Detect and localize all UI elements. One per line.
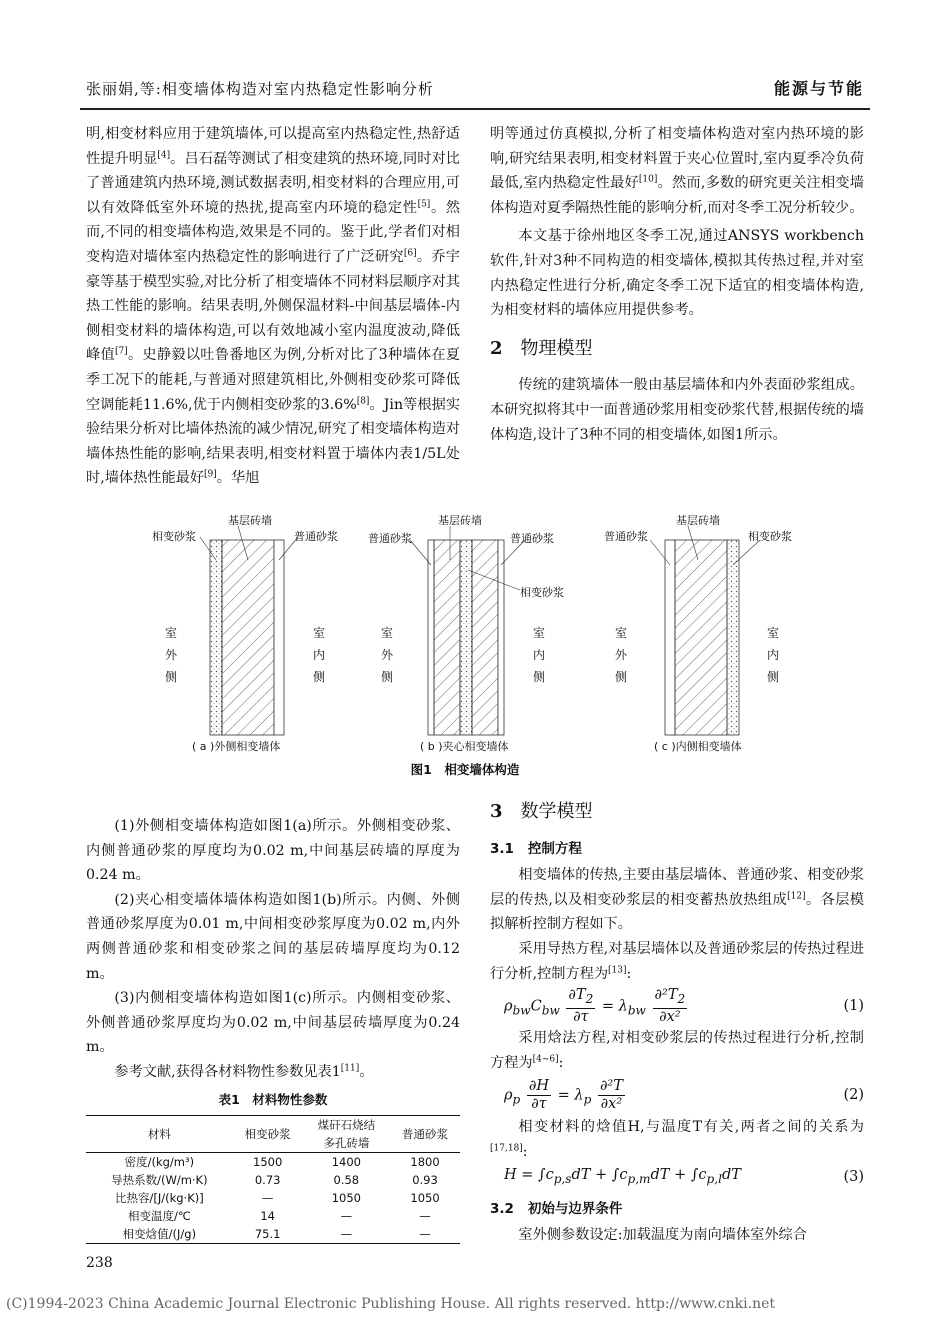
label-mortar: 普通砂浆 [604,530,648,543]
outside-side-label: 室 外 侧 [164,626,177,684]
brick-layer [472,540,498,735]
journal-name: 能源与节能 [773,79,864,98]
label-mortar: 普通砂浆 [294,530,338,543]
paragraph: 相变墙体的传热,主要由基层墙体、普通砂浆、相变砂浆层的传热,以及相变砂浆层的相变蓄热放热组成[12]。各层模拟解析控制方程如下。 [490,867,864,933]
figure-caption: 图1 相变墙体构造 [410,762,520,777]
brick-layer [434,540,460,735]
label-brick: 基层砖墙 [676,514,720,527]
left-column-bottom [86,814,460,1244]
equation-3: $H = \int c_{p,s}dT + \int c_{p,m}dT + \int c_{p,l}dT$ (3) [504,1167,864,1187]
inside-side-label: 室 内 侧 [312,626,325,684]
right-column-top [490,122,864,447]
table-header: 普通砂浆 [402,1127,449,1142]
header-rule [80,108,870,110]
label-mortar: 普通砂浆 [368,532,412,545]
table-row: 相变温度/℃ 14 — — [127,1209,431,1224]
paragraph: 采用导热方程,对基层墙体以及普通砂浆层的传热过程进行分析,控制方程为[13]: [490,940,864,982]
table-row: 比热容/[J/(kg·K)] — 1050 1050 [114,1191,440,1206]
material-properties-table [86,1115,460,1244]
right-column-bottom [490,800,864,1248]
equation-1: $\rho_{bw}C_{bw}$ $\frac{\partial T_2}{\partial\tau}$ = $\lambda_{bw}$ $\frac{\partial^2T_2}{\text{∂x²}}$ (1) [504,986,864,1025]
label-brick: 基层砖墙 [228,514,272,527]
table-header: 煤矸石烧结 多孔砖墙 [317,1118,376,1151]
table-row: 导热系数/(W/m·K) 0.73 0.58 0.93 [111,1173,438,1188]
wall-b [410,526,525,735]
inside-side-label: 室 内 侧 [766,626,779,684]
subsection-heading: 3.2 初始与边界条件 [490,1200,623,1217]
pcm-mortar-layer [210,540,222,735]
mortar-layer [274,540,284,735]
table-row: 相变焓值/(J/g) 75.1 — — [86,1225,460,1244]
wall-a [200,526,298,735]
mortar-layer [498,540,504,735]
page-number: 238 [86,1255,113,1271]
subcaption-c: ( c )内侧相变墙体 [654,740,742,753]
subsection-heading: 3.1 控制方程 [490,840,582,857]
mortar-layer [428,540,434,735]
paragraph: 传统的建筑墙体一般由基层墙体和内外表面砂浆组成。本研究拟将其中一面普通砂浆用相变砂浆代替,根据传统的墙体构造,设计了3种不同的相变墙体,如图1所示。 [490,377,864,443]
equation-2: $\rho_p$ $\frac{\partial H}{\partial\tau}$ = $\lambda_p$ $\frac{\text{∂²T}}{\text{∂x²}}$ (2) [504,1077,864,1112]
subcaption-a: ( a )外侧相变墙体 [192,740,281,753]
figure-1 [80,510,870,790]
running-header-left: 张丽娟,等:相变墙体构造对室内热稳定性影响分析 [86,80,434,98]
pcm-mortar-layer [727,540,739,735]
paragraph: (3)内侧相变墙体构造如图1(c)所示。内侧相变砂浆、外侧普通砂浆厚度均为0.02 m,中间基层砖墙厚度为0.24 m。 [86,990,460,1056]
table-header: 相变砂浆 [244,1127,291,1142]
paragraph: 参考文献,获得各材料物性参数见表1[11]。 [114,1063,374,1080]
paragraph: (2)夹心相变墙体墙体构造如图1(b)所示。内侧、外侧普通砂浆厚度为0.01 m,中间相变砂浆厚度为0.02 m,内外两侧普通砂浆和相变砂浆之间的基层砖墙厚度均为0.12 m。 [86,891,460,982]
paragraph: 明等通过仿真模拟,分析了相变墙体构造对室内热环境的影响,研究结果表明,相变材料置于夹心位置时,室内夏季冷负荷最低,室内热稳定性最好[10]。然而,多数的研究更关注相变墙体构造对夏季隔热性能的影响分析,而对冬季工况分析较少。 [490,126,864,216]
label-pcm: 相变砂浆 [748,530,792,543]
paragraph: 明,相变材料应用于建筑墙体,可以提高室内热稳定性,热舒适性提升明显[4]。吕石磊等测试了相变建筑的热环境,同时对比了普通建筑内热环境,测试数据表明,相变材料的合理应用,可以有效降低室外环境的热扰,提高室内环境的稳定性[5]。然而,不同的相变墙体构造,效果是不同的。鉴于此,学者们对相变构造对墙体室内热稳定性的影响进行了广泛研究[6]。乔宇豪等基于模型实验,对比分析了相变墙体不同材料层顺序对其热工性能的影响。结果表明,外侧保温材料-中间基层墙体-内侧相变材料的墙体构造,可以有效地减小室内温度波动,降低峰值[7]。史静毅以吐鲁番地区为例,分析对比了3种墙体在夏季工况下的能耗,与普通对照建筑相比,外侧相变砂浆可降低空调能耗11.6%,优于内侧相变砂浆的3.6%[8]。Jin等根据实验结果分析对比墙体热流的减少情况,研究了相变墙体构造对墙体热性能的影响,结果表明,相变材料置于墙体内表1/5L处时,墙体热性能最好[9]。华旭 [86,126,461,487]
inside-side-label: 室 内 侧 [532,626,545,684]
table-caption: 表1 材料物性参数 [218,1091,328,1107]
copyright-footer: (C)1994-2023 China Academic Journal Electronic Publishing House. All rights reserved. http://www.cnki.net [6,1296,776,1312]
label-mortar: 普通砂浆 [510,532,554,545]
brick-layer [222,540,274,735]
label-pcm: 相变砂浆 [152,530,196,543]
table-row: 密度/(kg/m³) 1500 1400 1800 [124,1155,440,1170]
section-heading-3: 3 数学模型 [490,801,593,822]
subcaption-b: ( b )夹心相变墙体 [420,740,509,753]
mortar-layer [665,540,675,735]
wall-diagrams [80,510,870,770]
outside-side-label: 室 外 侧 [380,626,393,684]
table-header-row [86,1116,460,1153]
paragraph: 采用焓法方程,对相变砂浆层的传热过程进行分析,控制方程为[4~6]: [490,1030,864,1071]
paragraph: 室外侧参数设定:加载温度为南向墙体室外综合 [518,1227,807,1244]
label-pcm: 相变砂浆 [520,586,564,599]
section-heading-2: 2 物理模型 [490,337,593,359]
paragraph: 相变材料的焓值H,与温度T有关,两者之间的关系为[17,18]: [490,1119,864,1160]
brick-layer [675,540,727,735]
wall-c [650,526,760,735]
label-brick: 基层砖墙 [438,514,482,527]
paragraph: 本文基于徐州地区冬季工况,通过ANSYS workbench软件,针对3种不同构造的相变墙体,模拟其传热过程,并对室内热稳定性进行分析,确定冬季工况下适宜的相变墙体构造,为相变材料的墙体应用提供参考。 [490,228,864,319]
left-column-top [86,122,460,491]
table-header: 材料 [147,1127,171,1142]
outside-side-label: 室 外 侧 [614,626,627,684]
paragraph: (1)外侧相变墙体构造如图1(a)所示。外侧相变砂浆、内侧普通砂浆的厚度均为0.02 m,中间基层砖墙的厚度为0.24 m。 [86,818,460,884]
pcm-mortar-layer [460,540,472,735]
